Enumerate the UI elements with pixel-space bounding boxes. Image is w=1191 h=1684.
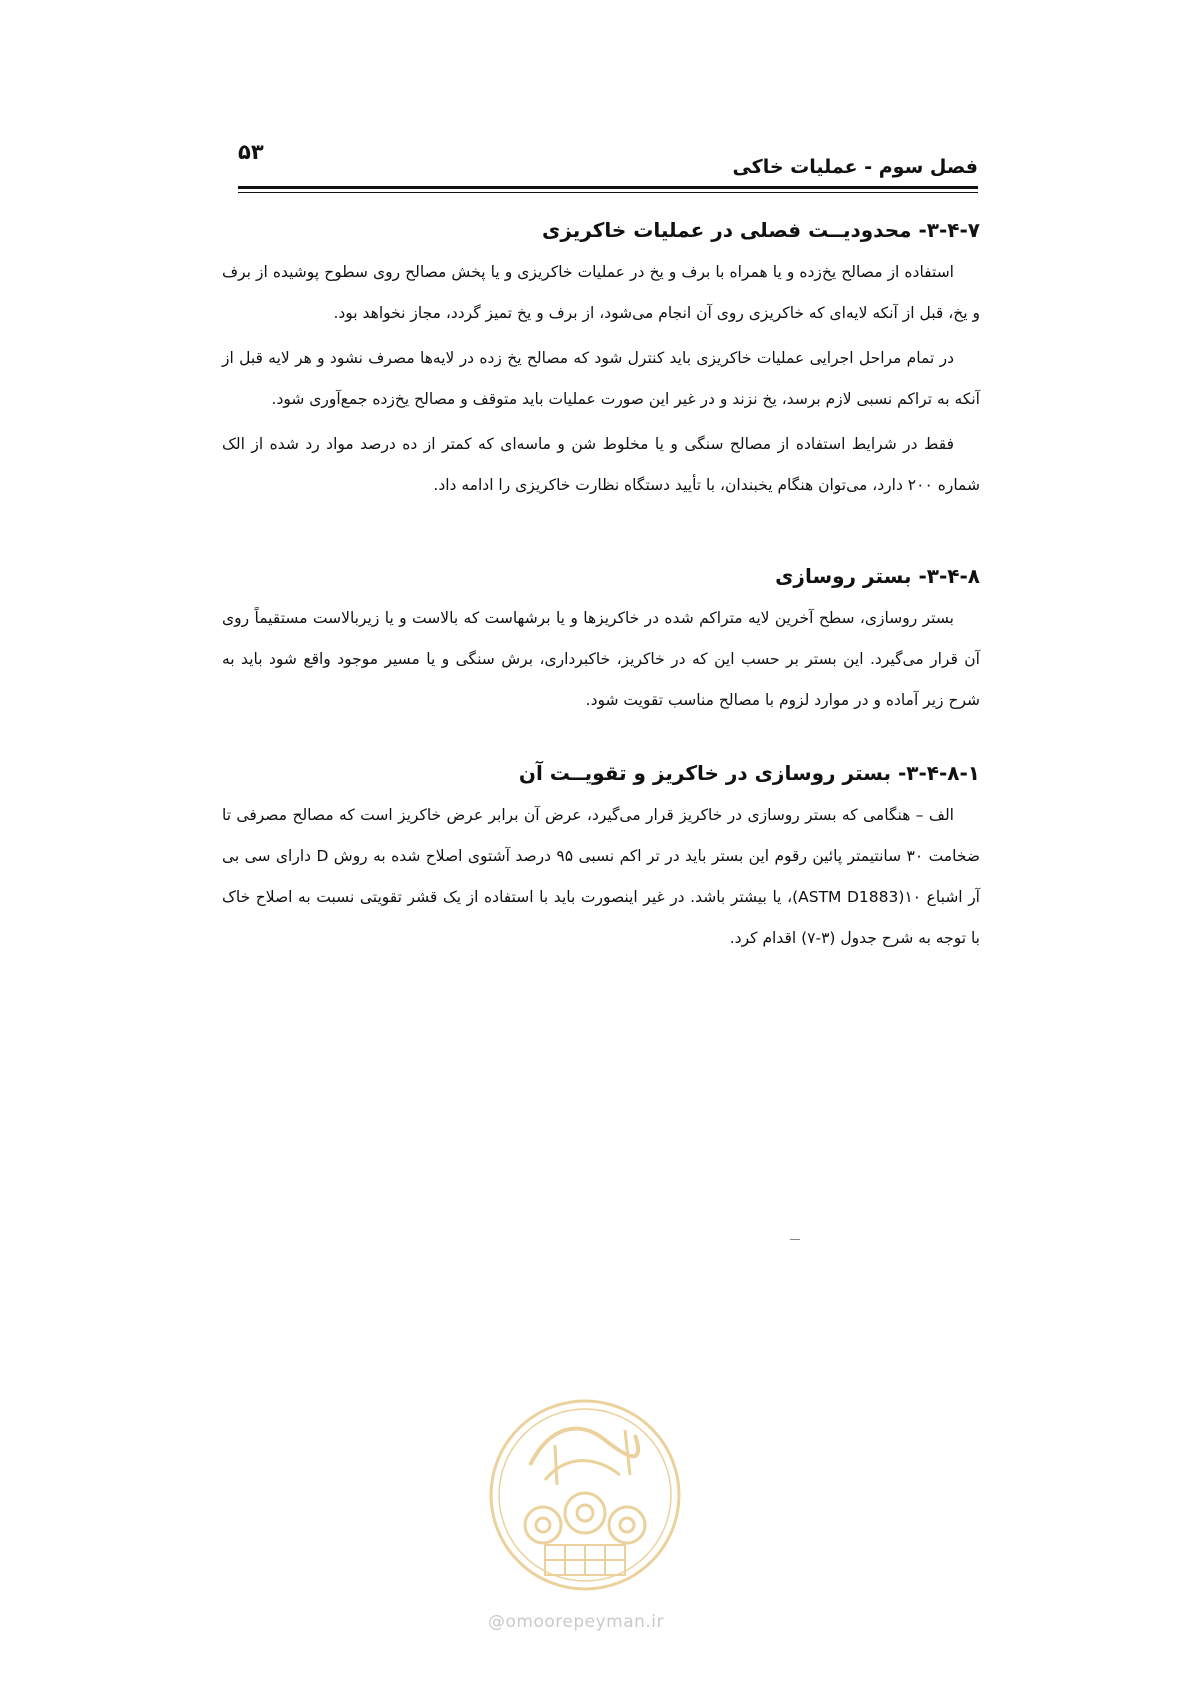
watermark-url: @omoorepeyman.ir	[488, 1612, 665, 1632]
paragraph: الف – هنگامی که بستر روسازی در خاکریز قرار می‌گیرد، عرض آن برابر عرض خاکریز است که مصالح مصرفی تا ضخامت ۳۰ سانتیمتر پائین رقوم این بستر باید در تر اکم نسبی ۹۵ درصد آشتوی اصلاح شده به روش D دارای سی بی آر اشباع ۱۰(ASTM D1883)، یا بیشتر باشد. در غیر اینصورت باید با استفاده از یک قشر تقویتی نسبت به اصلاح خاک با توجه به شرح جدول (۳-۷) اقدام کرد.	[222, 806, 980, 947]
body-content	[222, 218, 980, 963]
paragraph: بستر روسازی، سطح آخرین لایه متراکم شده در خاکریزها و یا برشهاست که بالاست و یا زیربالاست مستقیماً روی آن قرار می‌گیرد. این بستر بر حسب این که در خاکریز، خاکبرداری، برش سنگی و یا مسیر موجود واقع شود باید به شرح زیر آماده و در موارد لزوم با مصالح مناسب تقویت شود.	[222, 609, 980, 709]
section-seasonal-limit	[222, 218, 980, 506]
chapter-title: فصل سوم - عملیات خاکی	[732, 156, 978, 178]
watermark-seal	[485, 1395, 685, 1595]
section-heading: ۳-۴-۷- محدودیــت فصلی در عملیات خاکریزی	[541, 218, 980, 242]
running-header	[238, 140, 978, 198]
paragraph: در تمام مراحل اجرایی عملیات خاکریزی باید کنترل شود که مصالح یخ زده در لایه‌ها مصرف نشود و هر لایه قبل از آنکه به تراکم نسبی لازم برسد، یخ نزند و در غیر این صورت عملیات باید متوقف و مصالح یخ‌زده جمع‌آوری شود.	[222, 349, 980, 408]
header-rule	[238, 186, 978, 189]
section-heading: ۳-۴-۸- بستر روسازی	[775, 564, 980, 588]
section-heading: ۳-۴-۸-۱- بستر روسازی در خاکریز و تقویــت آن	[518, 761, 980, 785]
scan-artifact	[790, 1239, 800, 1240]
section-embankment-bed	[222, 761, 980, 959]
seal-icon	[485, 1395, 685, 1595]
paragraph: استفاده از مصالح یخ‌زده و یا همراه با برف و یخ در عملیات خاکریزی و یا پخش مصالح روی سطوح پوشیده از برف و یخ، قبل از آنکه لایه‌ای که خاکریزی روی آن انجام می‌شود، از برف و یخ تمیز گردد، مجاز نخواهد بود.	[222, 263, 980, 322]
page-number: ۵۳	[238, 140, 264, 164]
section-pavement-bed	[222, 564, 980, 721]
paragraph: فقط در شرایط استفاده از مصالح سنگی و یا مخلوط شن و ماسه‌ای که کمتر از ده درصد مواد رد شده از الک شماره ۲۰۰ دارد، می‌توان هنگام یخبندان، با تأیید دستگاه نظارت خاکریزی را ادامه داد.	[222, 435, 980, 494]
header-rule-thin	[238, 192, 978, 193]
